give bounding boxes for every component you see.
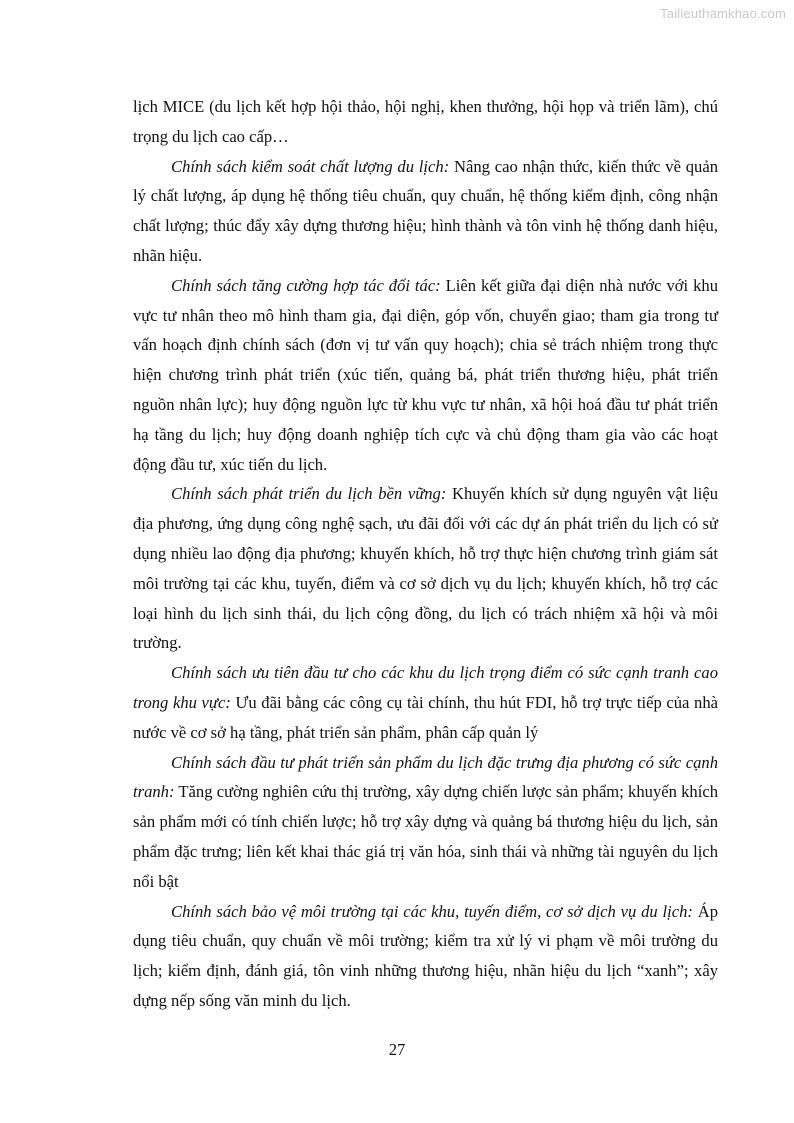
document-body (133, 92, 718, 1016)
paragraph-text: Khuyến khích sử dụng nguyên vật liệu địa phương, ứng dụng công nghệ sạch, ưu đãi đối với các dự án phát triển du lịch có sử dụng nhiều lao động địa phương; khuyến khích, hỗ trợ thực hiện chương trình giám sát môi trường tại các khu, tuyến, điểm và cơ sở dịch vụ du lịch; khuyến khích, hỗ trợ các loại hình du lịch sinh thái, du lịch cộng đồng, du lịch có trách nhiệm xã hội và môi trường. (133, 484, 718, 653)
paragraph-partnership-policy (133, 271, 718, 480)
paragraph-lead: Chính sách phát triển du lịch bền vững: (171, 484, 447, 504)
paragraph-text: Ưu đãi bằng các công cụ tài chính, thu hút FDI, hỗ trợ trực tiếp của nhà nước về cơ sở hạ tầng, phát triển sản phẩm, phân cấp quản lý (133, 692, 719, 742)
paragraph-lead: Chính sách bảo vệ môi trường tại các khu, tuyến điểm, cơ sở dịch vụ du lịch: (171, 901, 693, 921)
paragraph-text: lịch MICE (du lịch kết hợp hội thảo, hội nghị, khen thưởng, hội họp và triển lãm), chú trọng du lịch cao cấp… (133, 97, 718, 146)
paragraph-product-investment-policy (133, 748, 718, 897)
paragraph-lead: Chính sách tăng cường hợp tác đối tác: (171, 275, 441, 295)
paragraph-text: Nâng cao nhận thức, kiến thức về quản lý chất lượng, áp dụng hệ thống tiêu chuẩn, quy chuẩn, hệ thống kiểm định, công nhận chất lượng; thúc đẩy xây dựng thương hiệu; hình thành và tôn vinh hệ thống danh hiệu, nhãn hiệu. (133, 156, 718, 265)
watermark-text: Tailieuthamkhao.com (660, 6, 786, 21)
paragraph-text: Liên kết giữa đại diện nhà nước với khu vực tư nhân theo mô hình tham gia, đại diện, góp vốn, chuyển giao; tham gia trong tư vấn hoạch định chính sách (đơn vị tư vấn quy hoạch); chia sẻ trách nhiệm trong thực hiện chương trình phát triển (xúc tiến, quảng bá, phát triển thương hiệu, phát triển nguồn nhân lực); huy động nguồn lực từ khu vực tư nhân, xã hội hoá đầu tư phát triển hạ tầng du lịch; huy động doanh nghiệp tích cực và chủ động tham gia vào các hoạt động đầu tư, xúc tiến du lịch. (133, 275, 718, 474)
paragraph-lead: Chính sách đầu tư phát triển sản phẩm du lịch đặc trưng địa phương có sức cạnh tranh: (133, 752, 718, 802)
paragraph-lead: Chính sách ưu tiên đầu tư cho các khu du lịch trọng điểm có sức cạnh tranh cao trong khu vực: (133, 663, 718, 712)
paragraph-priority-investment-policy (133, 658, 718, 747)
page-number: 27 (388, 1040, 406, 1059)
paragraph-quality-control-policy (133, 152, 718, 271)
paragraph-lead: Chính sách kiểm soát chất lượng du lịch: (171, 156, 450, 176)
paragraph-environment-policy (133, 897, 718, 1016)
paragraph-continuation (133, 92, 718, 152)
paragraph-text: Áp dụng tiêu chuẩn, quy chuẩn về môi trường; kiểm tra xử lý vi phạm về môi trường du lịch; kiểm định, đánh giá, tôn vinh những thương hiệu, nhãn hiệu du lịch “xanh”; xây dựng nếp sống văn minh du lịch. (133, 901, 718, 1010)
paragraph-text: Tăng cường nghiên cứu thị trường, xây dựng chiến lược sản phẩm; khuyến khích sản phẩm mới có tính chiến lược; hỗ trợ xây dựng và quảng bá thương hiệu du lịch, sản phẩm đặc trưng; liên kết khai thác giá trị văn hóa, sinh thái và những tài nguyên du lịch nổi bật (133, 782, 718, 891)
paragraph-sustainable-policy (133, 479, 718, 658)
